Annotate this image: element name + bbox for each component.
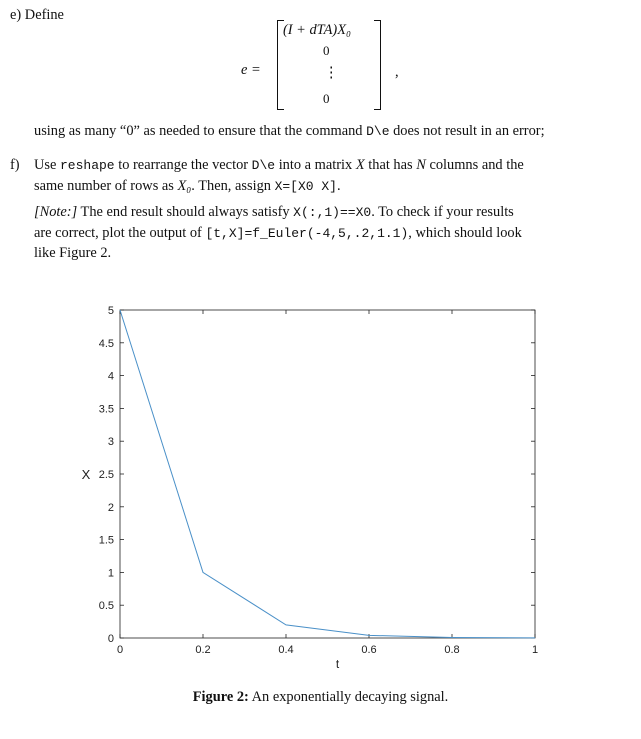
f-l2-X0: X₀ <box>177 178 192 194</box>
part-f-line-2 <box>34 177 341 196</box>
vector-row-4: 0 <box>323 91 330 106</box>
note-l1-a: The end result should always satisfy <box>80 204 290 220</box>
note-l2-code: [t,X]=f_Euler(-4,5,.2,1.1) <box>205 226 409 241</box>
f-l1-X: X <box>355 157 365 173</box>
f-l2-c: . <box>337 178 341 194</box>
f-l1-a: Use <box>34 157 57 173</box>
y-tick-label: 0.5 <box>98 600 114 613</box>
x-tick-label: 0.2 <box>195 644 211 656</box>
f-l1-d: that has <box>368 157 413 173</box>
usage-text-pre: using as many “0” as needed to ensure that the command <box>34 123 363 139</box>
figure-caption-text: An exponentially decaying signal. <box>251 689 449 705</box>
f-l1-c: into a matrix <box>278 157 353 173</box>
vector-row-2: 0 <box>323 43 330 58</box>
part-e-marker: e) <box>10 7 22 23</box>
note-l2-a: are correct, plot the output of <box>34 225 202 241</box>
y-tick-label: 4.5 <box>98 337 114 350</box>
y-axis-label: X <box>81 467 91 482</box>
part-f-line-1 <box>34 156 524 175</box>
x-tick-label: 0.4 <box>278 644 294 656</box>
y-tick-label: 1.5 <box>98 534 114 547</box>
y-tick-label: 4 <box>107 370 114 383</box>
vector-row-1: (I + dTA)X₀ <box>283 22 351 38</box>
x-tick-label: 0 <box>116 644 124 656</box>
vector-row-3: ⋮ <box>324 65 339 81</box>
y-tick-label: 2 <box>107 501 114 514</box>
x-tick-label: 1 <box>531 644 539 656</box>
note-l2-b: , which should look <box>408 225 522 241</box>
f-l1-e: columns and the <box>429 157 524 173</box>
usage-text-post: does not result in an error; <box>393 123 545 139</box>
note-line-3: like Figure 2. <box>34 245 112 261</box>
y-tick-label: 1 <box>107 567 114 580</box>
series-line-x <box>120 310 535 638</box>
figure-label: Figure 2: <box>192 689 249 705</box>
part-e-usage-line <box>34 122 545 141</box>
note-tag: [Note:] <box>34 204 78 220</box>
note-line-1 <box>34 203 514 222</box>
f-l2-code: X=[X0 X] <box>274 179 337 194</box>
plot-frame <box>120 310 535 638</box>
note-line-2 <box>34 224 522 243</box>
equation-comma: , <box>395 64 399 80</box>
vector-right-bracket <box>374 20 381 110</box>
f-l2-a: same number of rows as <box>34 178 174 194</box>
note-l1-code: X(:,1)==X0 <box>293 205 372 220</box>
x-tick-label: 0.6 <box>361 644 377 656</box>
figure-caption <box>0 689 641 706</box>
y-tick-label: 0 <box>107 633 114 645</box>
f-l1-code: reshape <box>60 158 115 173</box>
note-l1-b: . To check if your results <box>371 204 514 220</box>
f-l1-code2: D\e <box>251 158 276 173</box>
figure-2-chart <box>0 290 641 680</box>
part-e-define: Define <box>24 7 64 23</box>
y-tick-label: 2.5 <box>98 469 114 481</box>
x-axis-label: t <box>335 657 340 671</box>
x-tick-label: 0.8 <box>444 644 460 656</box>
usage-code: D\e <box>366 124 390 139</box>
y-tick-label: 3 <box>107 436 114 449</box>
f-l1-b: to rearrange the vector <box>118 157 249 173</box>
part-f-marker: f) <box>10 157 20 173</box>
f-l1-N: N <box>416 157 426 173</box>
y-tick-label: 3.5 <box>98 403 114 416</box>
f-l2-b: . Then, assign <box>191 178 271 194</box>
part-e-header <box>10 6 64 24</box>
y-tick-label: 5 <box>107 305 114 317</box>
equation-lhs: e = <box>241 62 261 78</box>
